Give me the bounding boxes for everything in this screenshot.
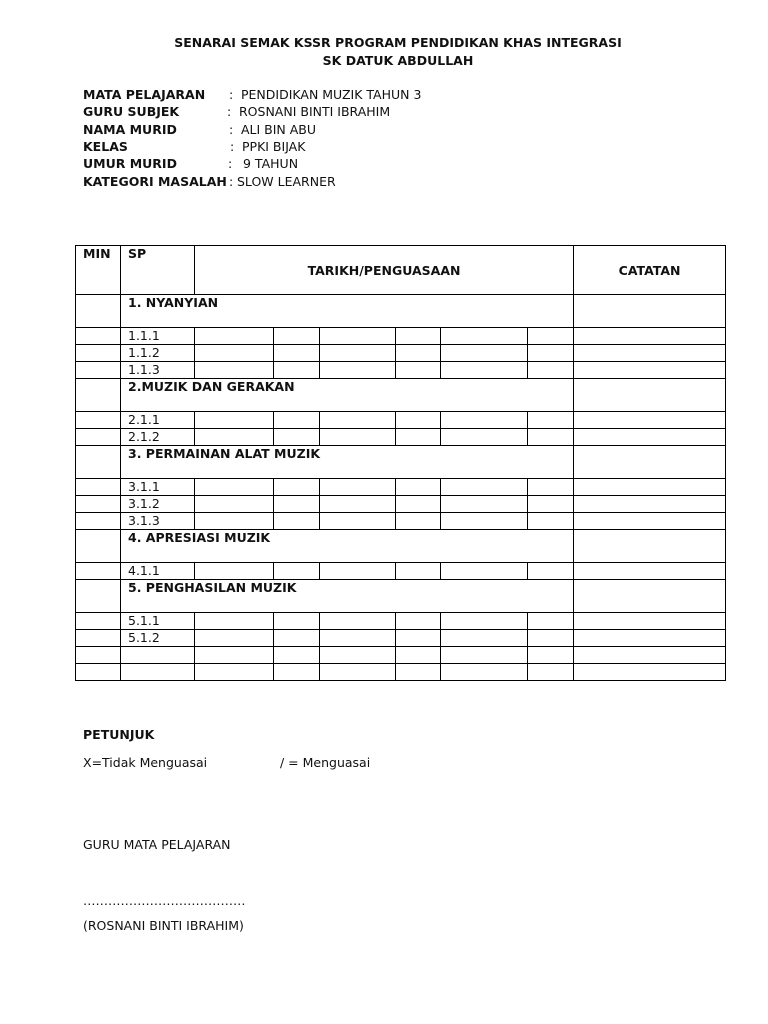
catatan-cell xyxy=(574,580,726,613)
info-separator: : xyxy=(229,87,234,102)
mastery-cell[interactable] xyxy=(396,613,441,630)
mastery-cell[interactable] xyxy=(528,647,574,664)
mastery-cell[interactable] xyxy=(396,362,441,379)
catatan-cell[interactable] xyxy=(574,328,726,345)
min-cell xyxy=(76,379,121,412)
info-separator: : xyxy=(229,122,234,137)
catatan-cell[interactable] xyxy=(574,429,726,446)
mastery-cell[interactable] xyxy=(320,479,396,496)
section-row xyxy=(76,580,726,613)
mastery-cell[interactable] xyxy=(396,479,441,496)
mastery-cell[interactable] xyxy=(195,664,274,681)
mastery-cell[interactable] xyxy=(320,647,396,664)
mastery-cell[interactable] xyxy=(441,345,528,362)
info-value: ALI BIN ABU xyxy=(241,122,317,137)
mastery-cell[interactable] xyxy=(195,345,274,362)
catatan-cell xyxy=(574,379,726,412)
mastery-cell[interactable] xyxy=(195,362,274,379)
mastery-cell[interactable] xyxy=(441,664,528,681)
mastery-cell[interactable] xyxy=(528,345,574,362)
section-row xyxy=(76,295,726,328)
mastery-cell[interactable] xyxy=(441,412,528,429)
mastery-cell[interactable] xyxy=(528,563,574,580)
sp-code: 2.1.1 xyxy=(121,412,195,429)
mastery-cell[interactable] xyxy=(528,513,574,530)
catatan-cell[interactable] xyxy=(574,496,726,513)
mastery-cell[interactable] xyxy=(441,513,528,530)
catatan-cell[interactable] xyxy=(574,412,726,429)
catatan-cell xyxy=(574,530,726,563)
header-sp: SP xyxy=(121,246,195,295)
signature-name: (ROSNANI BINTI IBRAHIM) xyxy=(83,918,244,933)
sp-code: 3.1.2 xyxy=(121,496,195,513)
mastery-cell[interactable] xyxy=(320,362,396,379)
mastery-cell[interactable] xyxy=(274,479,320,496)
mastery-cell[interactable] xyxy=(441,630,528,647)
min-cell xyxy=(76,479,121,496)
mastery-cell[interactable] xyxy=(195,613,274,630)
min-cell xyxy=(76,613,121,630)
signature-line: ………………………………… xyxy=(83,893,246,908)
mastery-cell[interactable] xyxy=(441,647,528,664)
min-cell xyxy=(76,412,121,429)
info-value: PPKI BIJAK xyxy=(242,139,306,154)
catatan-cell[interactable] xyxy=(574,479,726,496)
mastery-cell[interactable] xyxy=(320,345,396,362)
mastery-cell[interactable] xyxy=(320,664,396,681)
info-label: KATEGORI MASALAH xyxy=(83,174,227,189)
mastery-cell[interactable] xyxy=(195,328,274,345)
info-separator: : xyxy=(227,104,232,119)
info-label: MATA PELAJARAN xyxy=(83,87,206,102)
header-catatan: CATATAN xyxy=(574,246,726,295)
min-cell xyxy=(76,496,121,513)
header-tarikh-penguasaan: TARIKH/PENGUASAAN xyxy=(195,246,574,295)
info-separator: : xyxy=(229,174,234,189)
info-label: NAMA MURID xyxy=(83,122,177,137)
mastery-cell[interactable] xyxy=(195,496,274,513)
min-cell xyxy=(76,328,121,345)
mastery-cell[interactable] xyxy=(441,328,528,345)
min-cell xyxy=(76,580,121,613)
info-label: UMUR MURID xyxy=(83,156,177,171)
min-cell xyxy=(76,647,121,664)
empty-row xyxy=(76,647,726,664)
mastery-cell[interactable] xyxy=(528,328,574,345)
mastery-cell[interactable] xyxy=(528,429,574,446)
mastery-cell[interactable] xyxy=(320,630,396,647)
mastery-cell[interactable] xyxy=(274,429,320,446)
mastery-cell[interactable] xyxy=(396,328,441,345)
mastery-cell[interactable] xyxy=(528,362,574,379)
item-row xyxy=(76,563,726,580)
sp-code xyxy=(121,664,195,681)
catatan-cell[interactable] xyxy=(574,647,726,664)
sp-code: 3.1.1 xyxy=(121,479,195,496)
mastery-cell[interactable] xyxy=(396,513,441,530)
mastery-cell[interactable] xyxy=(274,412,320,429)
mastery-cell[interactable] xyxy=(274,613,320,630)
sp-code: 1.1.2 xyxy=(121,345,195,362)
mastery-cell[interactable] xyxy=(396,345,441,362)
mastery-cell[interactable] xyxy=(528,664,574,681)
mastery-cell[interactable] xyxy=(274,664,320,681)
mastery-cell[interactable] xyxy=(441,479,528,496)
mastery-cell[interactable] xyxy=(396,496,441,513)
min-cell xyxy=(76,345,121,362)
sp-code xyxy=(121,647,195,664)
mastery-cell[interactable] xyxy=(528,630,574,647)
mastery-cell[interactable] xyxy=(320,429,396,446)
catatan-cell[interactable] xyxy=(574,345,726,362)
legend-not-mastered: X=Tidak Menguasai xyxy=(83,755,208,770)
mastery-cell[interactable] xyxy=(195,630,274,647)
mastery-cell[interactable] xyxy=(274,513,320,530)
catatan-cell xyxy=(574,295,726,328)
mastery-cell[interactable] xyxy=(396,664,441,681)
item-row xyxy=(76,328,726,345)
mastery-cell[interactable] xyxy=(320,328,396,345)
sp-code: 1.1.3 xyxy=(121,362,195,379)
section-row xyxy=(76,530,726,563)
mastery-cell[interactable] xyxy=(528,479,574,496)
mastery-cell[interactable] xyxy=(441,613,528,630)
catatan-cell[interactable] xyxy=(574,563,726,580)
mastery-cell[interactable] xyxy=(195,479,274,496)
catatan-cell[interactable] xyxy=(574,630,726,647)
empty-row xyxy=(76,664,726,681)
mastery-cell[interactable] xyxy=(274,328,320,345)
mastery-cell[interactable] xyxy=(274,345,320,362)
catatan-cell[interactable] xyxy=(574,513,726,530)
mastery-cell[interactable] xyxy=(396,563,441,580)
item-row xyxy=(76,479,726,496)
min-cell xyxy=(76,630,121,647)
mastery-cell[interactable] xyxy=(320,613,396,630)
info-value: SLOW LEARNER xyxy=(237,174,336,189)
min-cell xyxy=(76,362,121,379)
sp-code: 3.1.3 xyxy=(121,513,195,530)
signature-role: GURU MATA PELAJARAN xyxy=(83,837,231,852)
item-row xyxy=(76,412,726,429)
mastery-cell[interactable] xyxy=(396,630,441,647)
min-cell xyxy=(76,563,121,580)
mastery-cell[interactable] xyxy=(274,563,320,580)
checklist-table xyxy=(75,245,726,681)
info-label: KELAS xyxy=(83,139,128,154)
item-row xyxy=(76,496,726,513)
mastery-cell[interactable] xyxy=(441,496,528,513)
mastery-cell[interactable] xyxy=(320,412,396,429)
mastery-cell[interactable] xyxy=(396,647,441,664)
legend-mastered: / = Menguasai xyxy=(280,755,371,770)
section-title: 5. PENGHASILAN MUZIK xyxy=(121,580,574,613)
mastery-cell[interactable] xyxy=(195,563,274,580)
catatan-cell[interactable] xyxy=(574,613,726,630)
sp-code: 1.1.1 xyxy=(121,328,195,345)
section-title: 4. APRESIASI MUZIK xyxy=(121,530,574,563)
sp-code: 5.1.1 xyxy=(121,613,195,630)
section-row xyxy=(76,379,726,412)
min-cell xyxy=(76,295,121,328)
mastery-cell[interactable] xyxy=(441,563,528,580)
section-title: 1. NYANYIAN xyxy=(121,295,574,328)
mastery-cell[interactable] xyxy=(441,362,528,379)
sp-code: 2.1.2 xyxy=(121,429,195,446)
sp-code: 4.1.1 xyxy=(121,563,195,580)
mastery-cell[interactable] xyxy=(195,647,274,664)
info-separator: : xyxy=(228,156,233,171)
mastery-cell[interactable] xyxy=(320,563,396,580)
mastery-cell[interactable] xyxy=(528,496,574,513)
mastery-cell[interactable] xyxy=(396,412,441,429)
section-title: 3. PERMAINAN ALAT MUZIK xyxy=(121,446,574,479)
item-row xyxy=(76,345,726,362)
mastery-cell[interactable] xyxy=(528,613,574,630)
item-row xyxy=(76,513,726,530)
info-value: PENDIDIKAN MUZIK TAHUN 3 xyxy=(241,87,422,102)
mastery-cell[interactable] xyxy=(528,412,574,429)
item-row xyxy=(76,630,726,647)
mastery-cell[interactable] xyxy=(441,429,528,446)
section-row xyxy=(76,446,726,479)
mastery-cell[interactable] xyxy=(195,429,274,446)
catatan-cell[interactable] xyxy=(574,664,726,681)
info-value: 9 TAHUN xyxy=(243,156,299,171)
item-row xyxy=(76,613,726,630)
info-label: GURU SUBJEK xyxy=(83,104,180,119)
mastery-cell[interactable] xyxy=(274,630,320,647)
legend-title: PETUNJUK xyxy=(83,727,155,742)
sp-code: 5.1.2 xyxy=(121,630,195,647)
min-cell xyxy=(76,513,121,530)
min-cell xyxy=(76,429,121,446)
mastery-cell[interactable] xyxy=(195,412,274,429)
info-separator: : xyxy=(230,139,235,154)
mastery-cell[interactable] xyxy=(195,513,274,530)
mastery-cell[interactable] xyxy=(320,496,396,513)
item-row xyxy=(76,429,726,446)
catatan-cell xyxy=(574,446,726,479)
mastery-cell[interactable] xyxy=(274,647,320,664)
mastery-cell[interactable] xyxy=(274,496,320,513)
school-name: SK DATUK ABDULLAH xyxy=(322,53,474,68)
item-row xyxy=(76,362,726,379)
table-header-row xyxy=(76,246,726,295)
document-title: SENARAI SEMAK KSSR PROGRAM PENDIDIKAN KHAS INTEGRASI xyxy=(174,35,622,50)
min-cell xyxy=(76,664,121,681)
mastery-cell[interactable] xyxy=(396,429,441,446)
mastery-cell[interactable] xyxy=(274,362,320,379)
info-value: ROSNANI BINTI IBRAHIM xyxy=(239,104,391,119)
section-title: 2.MUZIK DAN GERAKAN xyxy=(121,379,574,412)
min-cell xyxy=(76,530,121,563)
min-cell xyxy=(76,446,121,479)
header-min: MIN xyxy=(76,246,121,295)
catatan-cell[interactable] xyxy=(574,362,726,379)
mastery-cell[interactable] xyxy=(320,513,396,530)
